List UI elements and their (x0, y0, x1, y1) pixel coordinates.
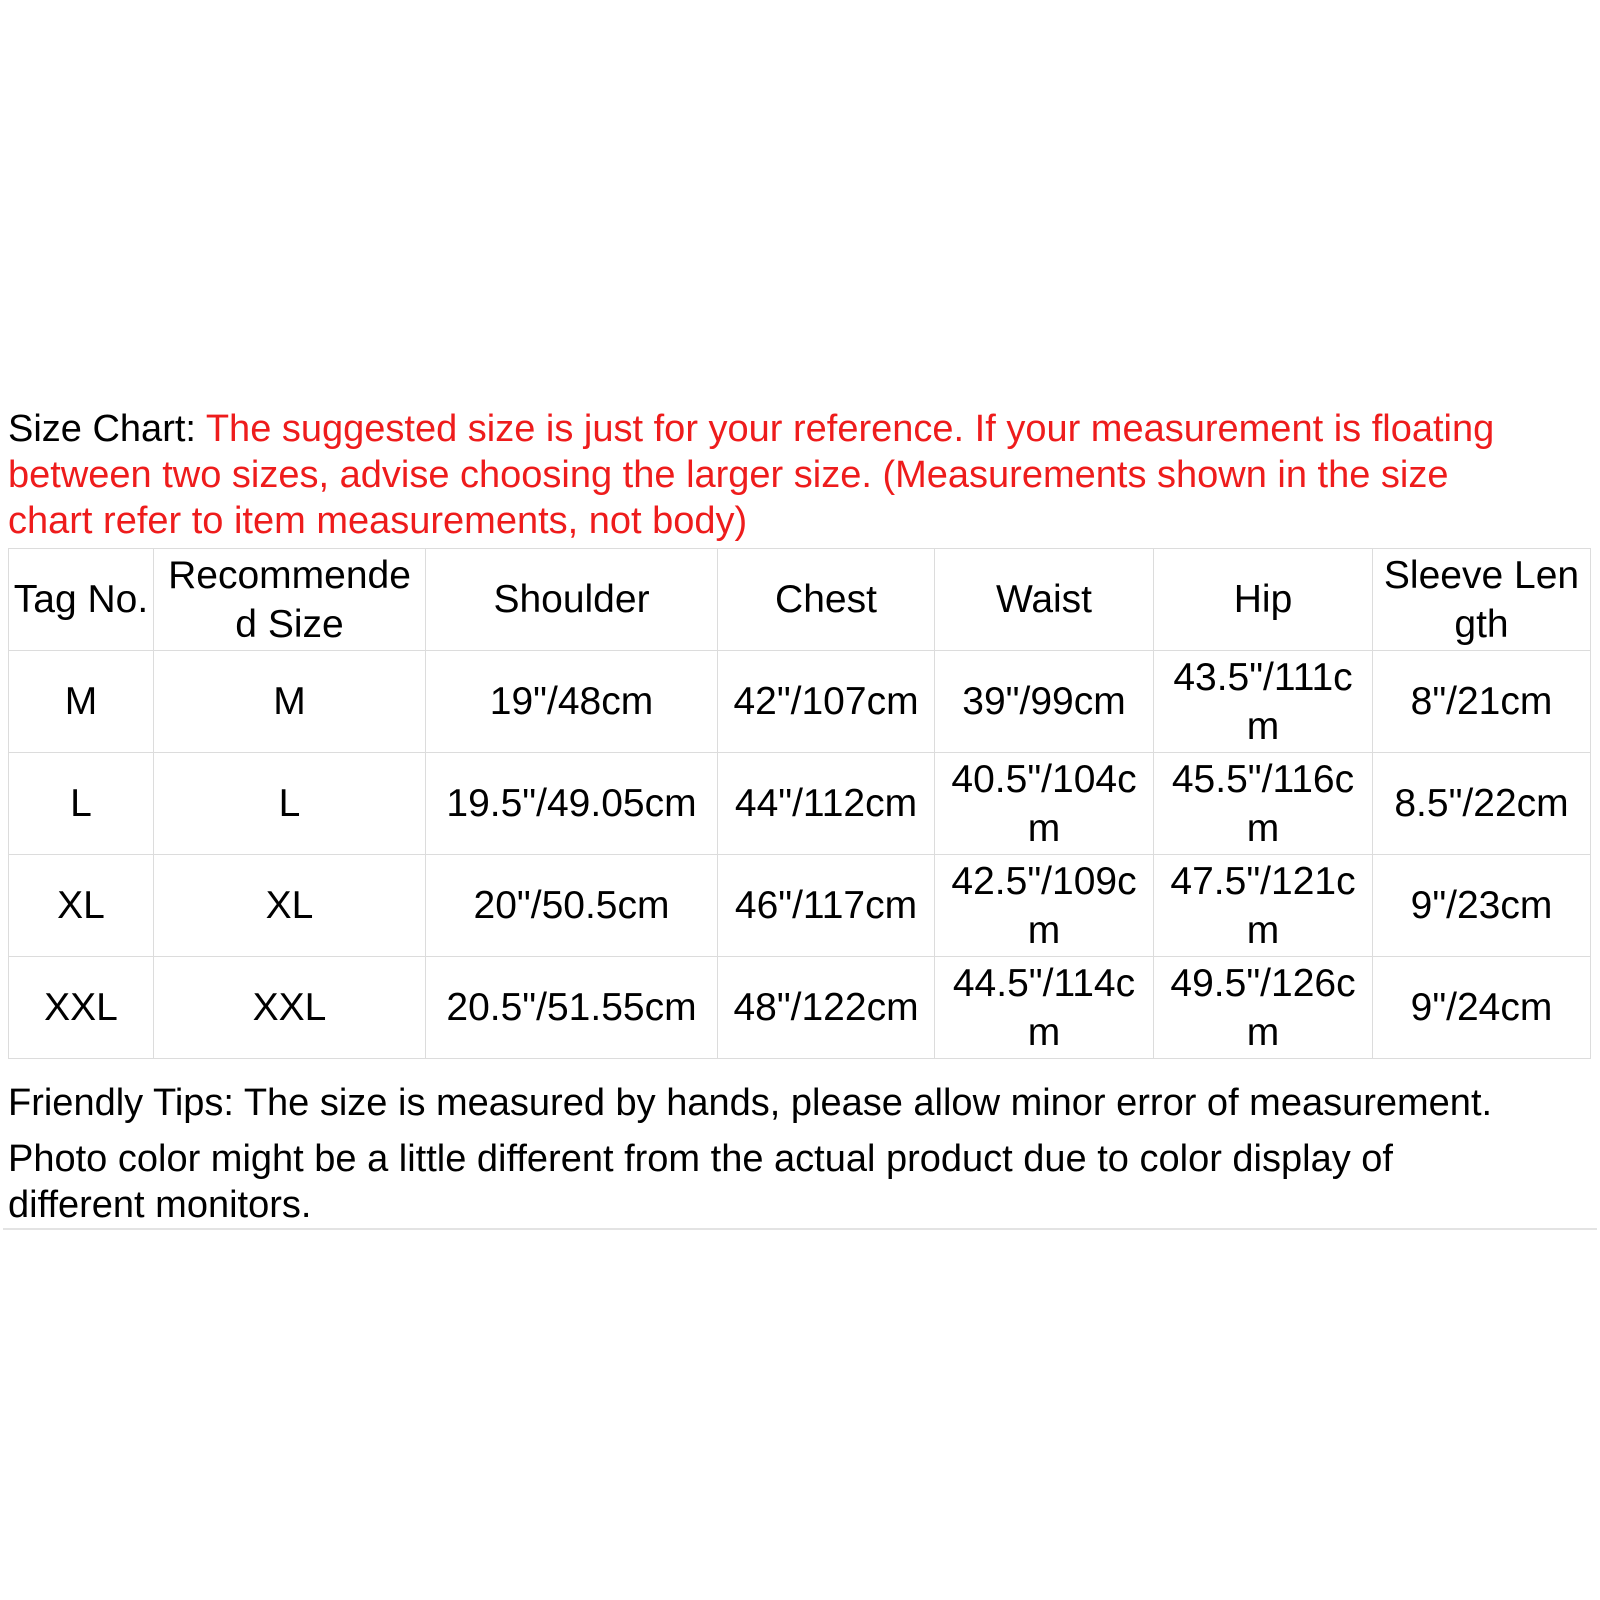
cell-chest: 46"/117cm (718, 855, 935, 957)
cell-sleeve-length: 9"/23cm (1373, 855, 1591, 957)
tips-line-1: Friendly Tips: The size is measured by hands, please allow minor error of measurement. (8, 1082, 1493, 1124)
header-hip: Hip (1154, 549, 1373, 651)
table-header-row (9, 549, 1591, 651)
table-row (9, 651, 1591, 753)
cell-recommended-size: XXL (154, 957, 426, 1059)
cell-sleeve-length: 8.5"/22cm (1373, 753, 1591, 855)
size-chart-intro (8, 406, 1598, 544)
cell-tag-no: L (9, 753, 154, 855)
cell-hip: 43.5"/111cm (1154, 651, 1373, 753)
cell-chest: 44"/112cm (718, 753, 935, 855)
cell-tag-no: M (9, 651, 154, 753)
intro-line-1 (8, 406, 1598, 452)
table-row (9, 855, 1591, 957)
cell-tag-no: XL (9, 855, 154, 957)
size-table (8, 548, 1591, 1059)
header-tag-no: Tag No. (9, 549, 154, 651)
cell-sleeve-length: 9"/24cm (1373, 957, 1591, 1059)
cell-waist: 42.5"/109cm (935, 855, 1154, 957)
table-row (9, 957, 1591, 1059)
intro-line-3: chart refer to item measurements, not body) (8, 500, 748, 542)
cell-shoulder: 20.5"/51.55cm (426, 957, 718, 1059)
cell-chest: 48"/122cm (718, 957, 935, 1059)
intro-line-2: between two sizes, advise choosing the larger size. (Measurements shown in the size (8, 454, 1449, 496)
cell-waist: 40.5"/104cm (935, 753, 1154, 855)
cell-recommended-size: XL (154, 855, 426, 957)
cell-tag-no: XXL (9, 957, 154, 1059)
cell-shoulder: 20"/50.5cm (426, 855, 718, 957)
cell-shoulder: 19.5"/49.05cm (426, 753, 718, 855)
header-recommended-size: Recommended Size (154, 549, 426, 651)
intro-note: The suggested size is just for your reference. If your measurement is floating (205, 408, 1495, 450)
tips-line-3: different monitors. (8, 1184, 312, 1226)
cell-hip: 49.5"/126cm (1154, 957, 1373, 1059)
intro-label: Size Chart: (8, 408, 206, 450)
bottom-divider (3, 1228, 1597, 1230)
cell-recommended-size: M (154, 651, 426, 753)
cell-waist: 39"/99cm (935, 651, 1154, 753)
cell-sleeve-length: 8"/21cm (1373, 651, 1591, 753)
tips-line-2: Photo color might be a little different from the actual product due to color display of (8, 1138, 1393, 1180)
cell-hip: 47.5"/121cm (1154, 855, 1373, 957)
header-chest: Chest (718, 549, 935, 651)
header-shoulder: Shoulder (426, 549, 718, 651)
cell-chest: 42"/107cm (718, 651, 935, 753)
friendly-tips (8, 1080, 1598, 1228)
table-row (9, 753, 1591, 855)
header-sleeve-length: Sleeve Length (1373, 549, 1591, 651)
header-waist: Waist (935, 549, 1154, 651)
cell-hip: 45.5"/116cm (1154, 753, 1373, 855)
cell-shoulder: 19"/48cm (426, 651, 718, 753)
cell-recommended-size: L (154, 753, 426, 855)
cell-waist: 44.5"/114cm (935, 957, 1154, 1059)
